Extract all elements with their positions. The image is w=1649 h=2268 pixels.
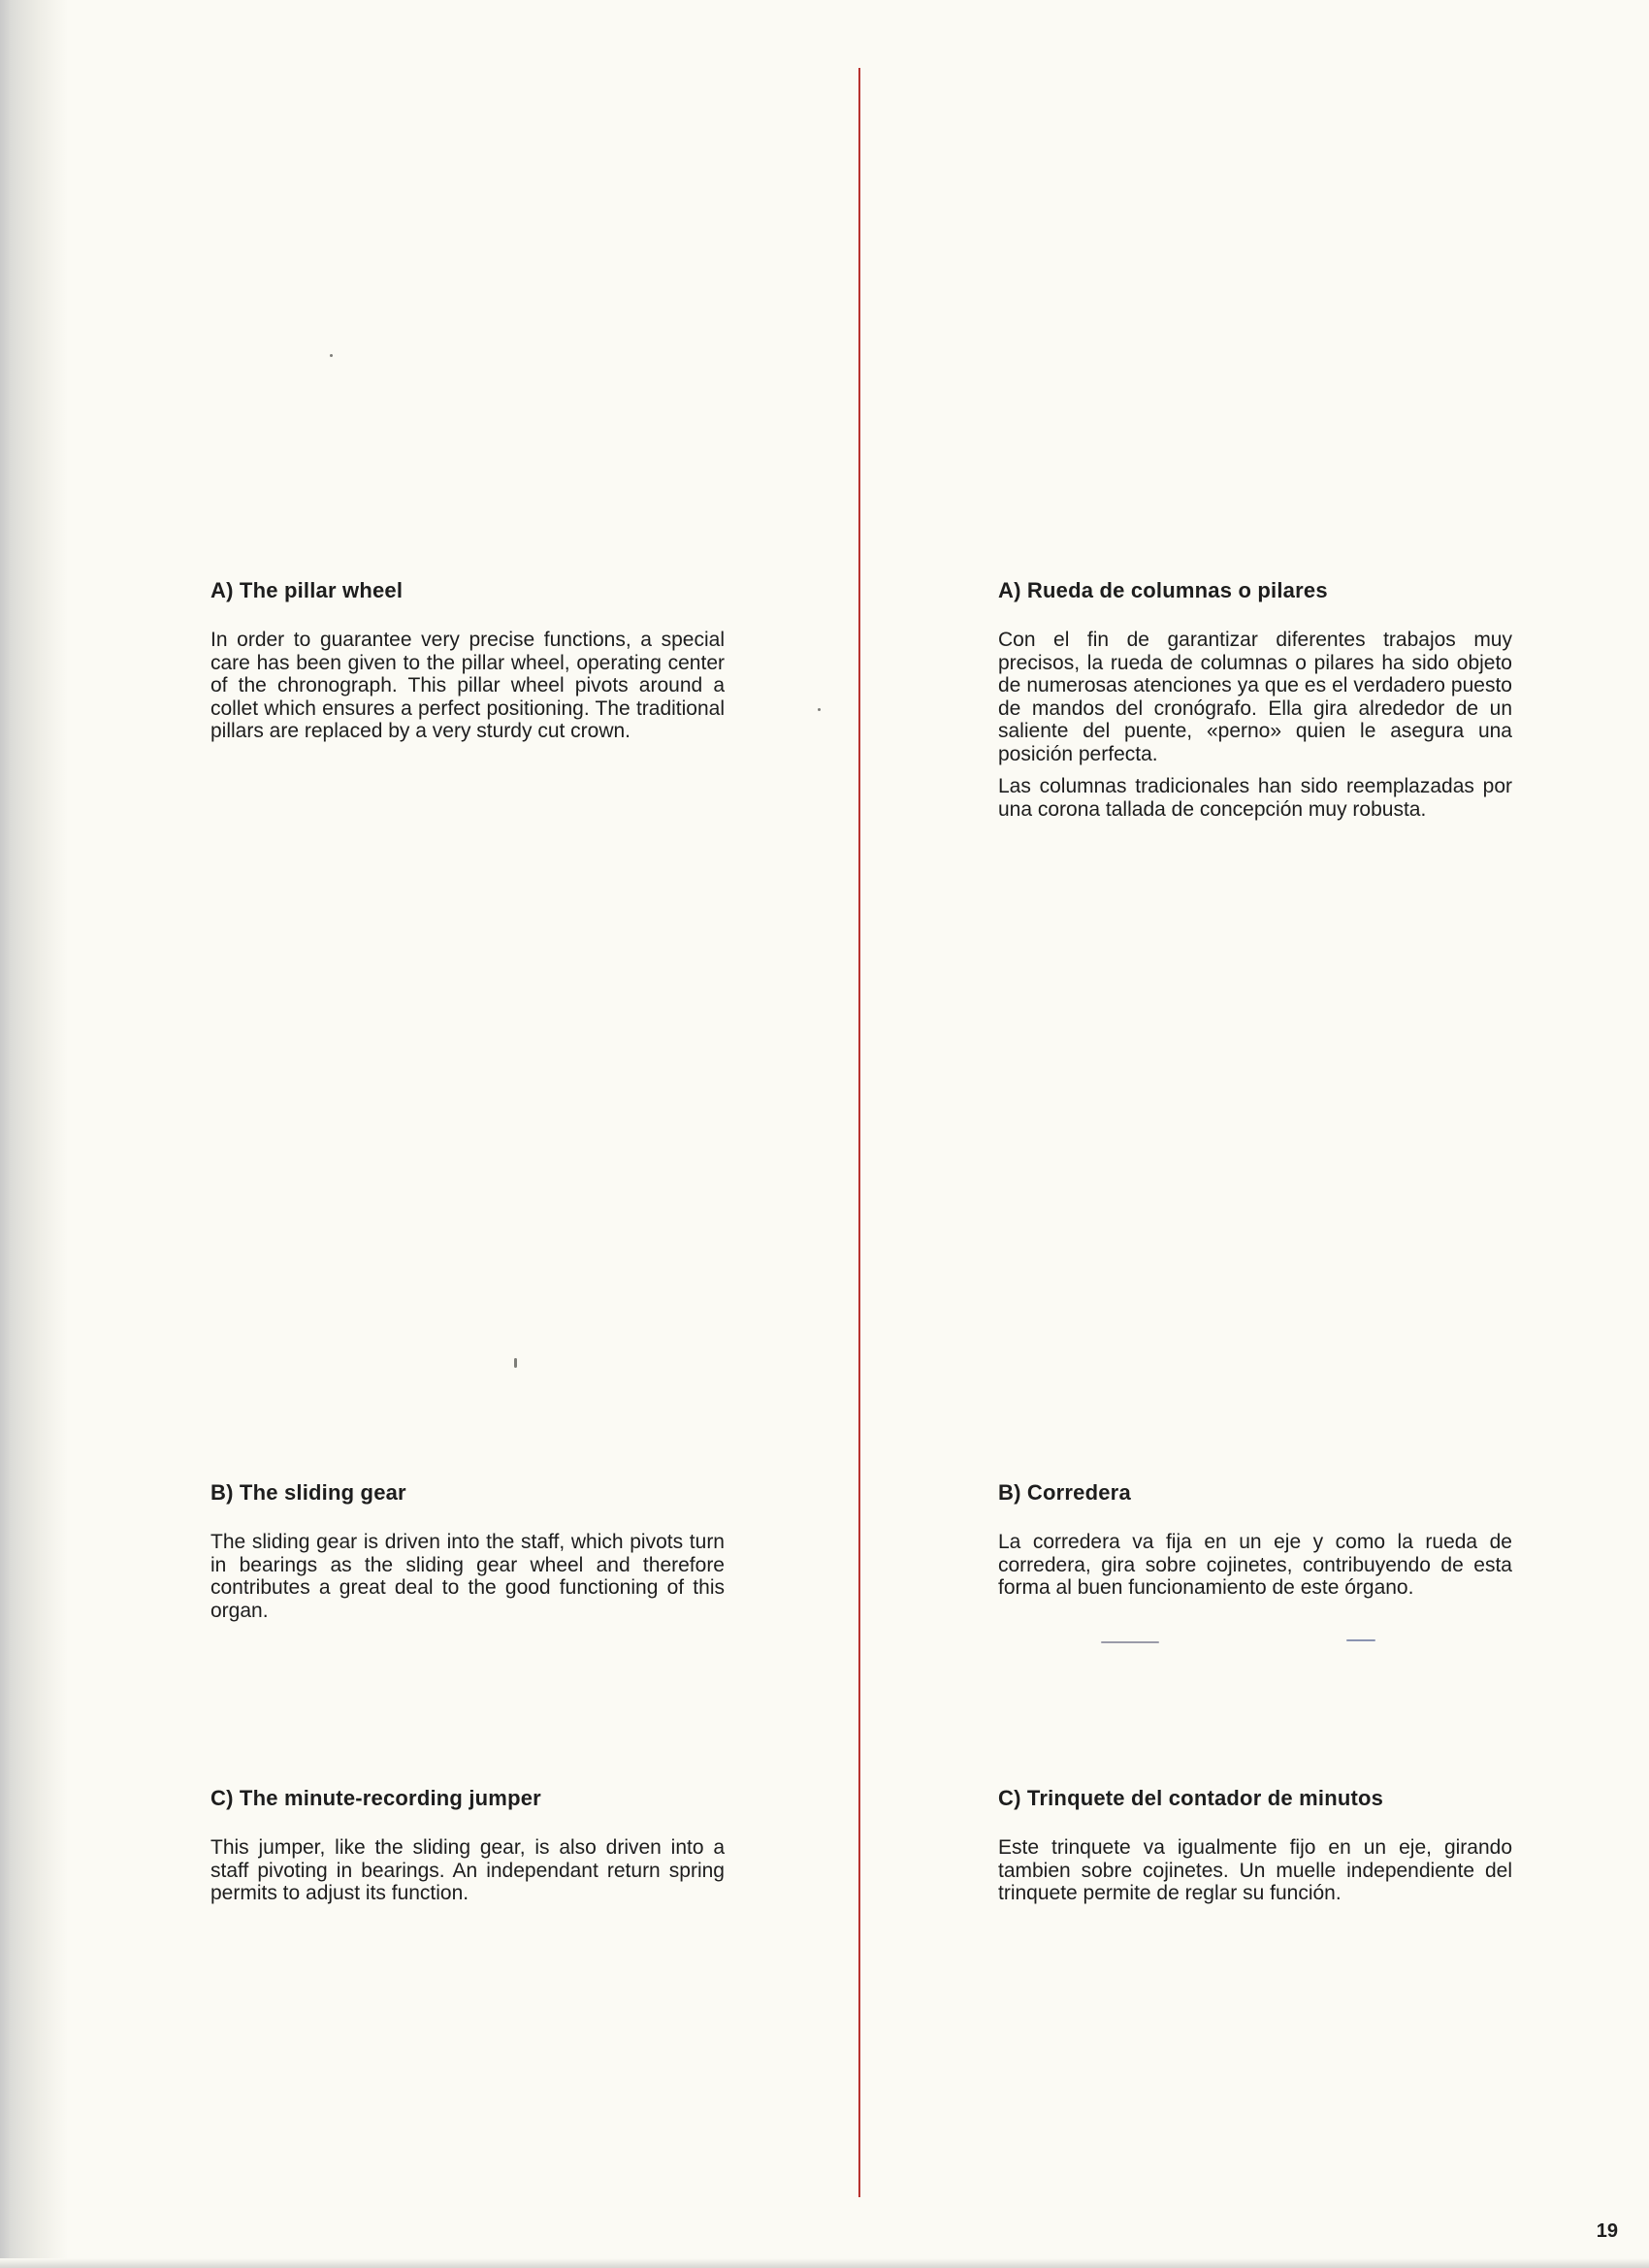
page-binding-shadow (0, 0, 68, 2268)
section-sliding-gear-es (998, 1480, 1512, 1609)
page-bottom-shadow (0, 2258, 1649, 2268)
section-heading: B) Corredera (998, 1480, 1131, 1505)
print-speck (1346, 1639, 1375, 1641)
print-speck (514, 1358, 517, 1368)
section-minute-jumper-es (998, 1786, 1512, 1915)
section-heading: C) Trinquete del contador de minutos (998, 1786, 1384, 1810)
section-body-continued: Las columnas tradicionales han sido reemplazadas por una corona tallada de concepción muy robusta. (998, 775, 1512, 821)
print-speck (1101, 1641, 1159, 1643)
section-minute-jumper-en (210, 1786, 725, 1915)
page-number: 19 (1596, 2220, 1618, 2242)
print-speck (330, 354, 333, 357)
section-body: The sliding gear is driven into the staff, which pivots turn in bearings as the sliding gear wheel and therefore contributes a great deal to the good functioning of this organ. (210, 1531, 725, 1622)
section-body: This jumper, like the sliding gear, is also driven into a staff pivoting in bearings. An independant return spring permits to adjust its function. (210, 1836, 725, 1904)
section-heading: C) The minute-recording jumper (210, 1786, 541, 1810)
section-body: Este trinquete va igualmente fijo en un eje, girando tambien sobre cojinetes. Un muelle independiente del trinquete permite de reglar su función. (998, 1836, 1512, 1904)
column-divider (858, 68, 860, 2197)
section-body: In order to guarantee very precise functions, a special care has been given to the pillar wheel, operating center of the chronograph. This pillar wheel pivots around a collet which ensures a perfect positioning. The traditional pillars are replaced by a very sturdy cut crown. (210, 629, 725, 742)
section-body: La corredera va fija en un eje y como la rueda de corredera, gira sobre cojinetes, contribuyendo de esta forma al buen funcionamiento de este órgano. (998, 1531, 1512, 1599)
section-heading: A) The pillar wheel (210, 578, 404, 602)
section-sliding-gear-en (210, 1480, 725, 1632)
section-heading: B) The sliding gear (210, 1480, 406, 1505)
section-pillar-wheel-es (998, 578, 1512, 830)
section-pillar-wheel-en (210, 578, 725, 753)
print-speck (818, 708, 821, 711)
section-body: Con el fin de garantizar diferentes trabajos muy precisos, la rueda de columnas o pilares ha sido objeto de numerosas atenciones ya que es el verdadero puesto de mandos del cronógrafo. Ella gira alrededor de un saliente del puente, «perno» quien le asegura una posición perfecta. (998, 629, 1512, 765)
section-heading: A) Rueda de columnas o pilares (998, 578, 1328, 602)
